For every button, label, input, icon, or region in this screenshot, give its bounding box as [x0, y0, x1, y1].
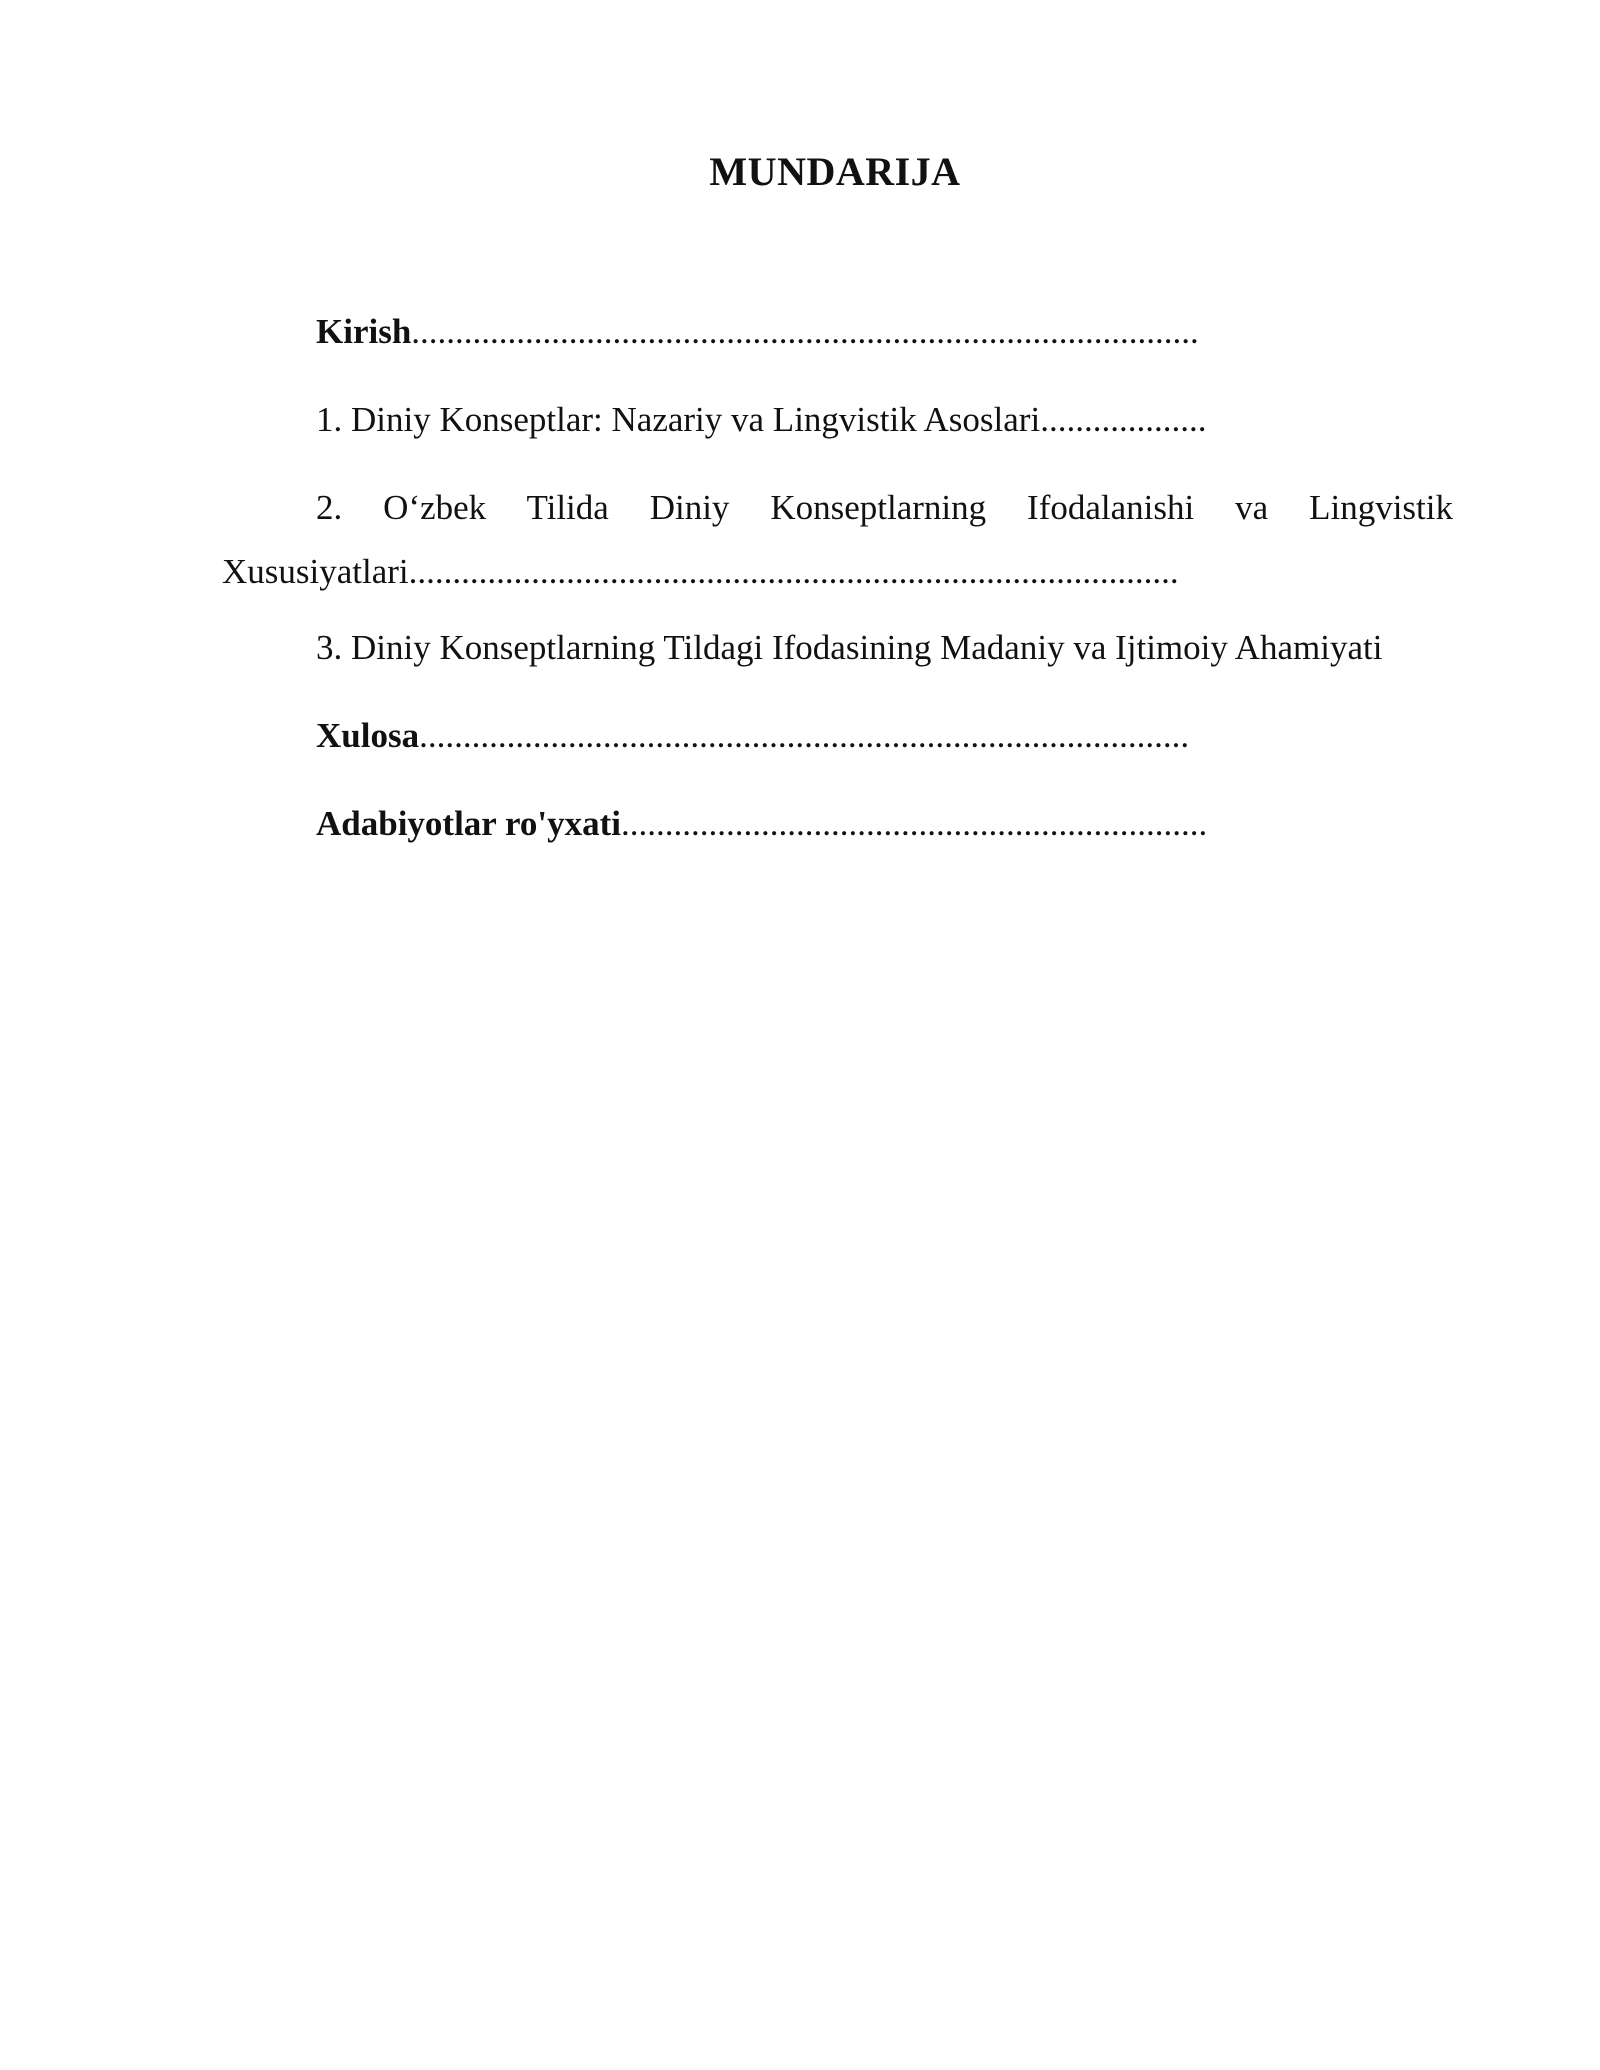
- toc-entry-label: Xulosa: [316, 716, 420, 755]
- toc-entry-introduction: [222, 310, 1453, 354]
- toc-entry-label: Adabiyotlar ro'yxati: [316, 804, 621, 843]
- toc-entry-label: 3. Diniy Konseptlarning Tildagi Ifodasining Madaniy va Ijtimoiy Ahamiyati: [316, 628, 1383, 667]
- toc-entry-label: Kirish: [316, 312, 412, 351]
- toc-entry-chapter-2: [222, 476, 1453, 604]
- toc-entry-conclusion: [222, 714, 1453, 758]
- toc-entry-chapter-1: [222, 398, 1453, 442]
- toc-entry-leader: ........................................................................................: [408, 552, 1179, 591]
- toc-entry-leader: ........................................................................................: [419, 716, 1190, 755]
- toc-entry-leader: ..........................................................................................: [411, 312, 1199, 351]
- toc-entry-leader: ...................................................................: [620, 804, 1208, 843]
- toc-entry-leader: ...................: [1040, 400, 1207, 439]
- toc-entry-chapter-3: [222, 626, 1453, 670]
- page-title: MUNDARIJA: [709, 149, 961, 194]
- toc-entry-label: 2. O‘zbek Tilida Diniy Konseptlarning Ifodalanishi va Lingvistik Xususiyatlari: [222, 488, 1453, 591]
- toc-entry-label: 1. Diniy Konseptlar: Nazariy va Lingvistik Asoslari: [316, 400, 1041, 439]
- toc-entry-references: [222, 802, 1453, 846]
